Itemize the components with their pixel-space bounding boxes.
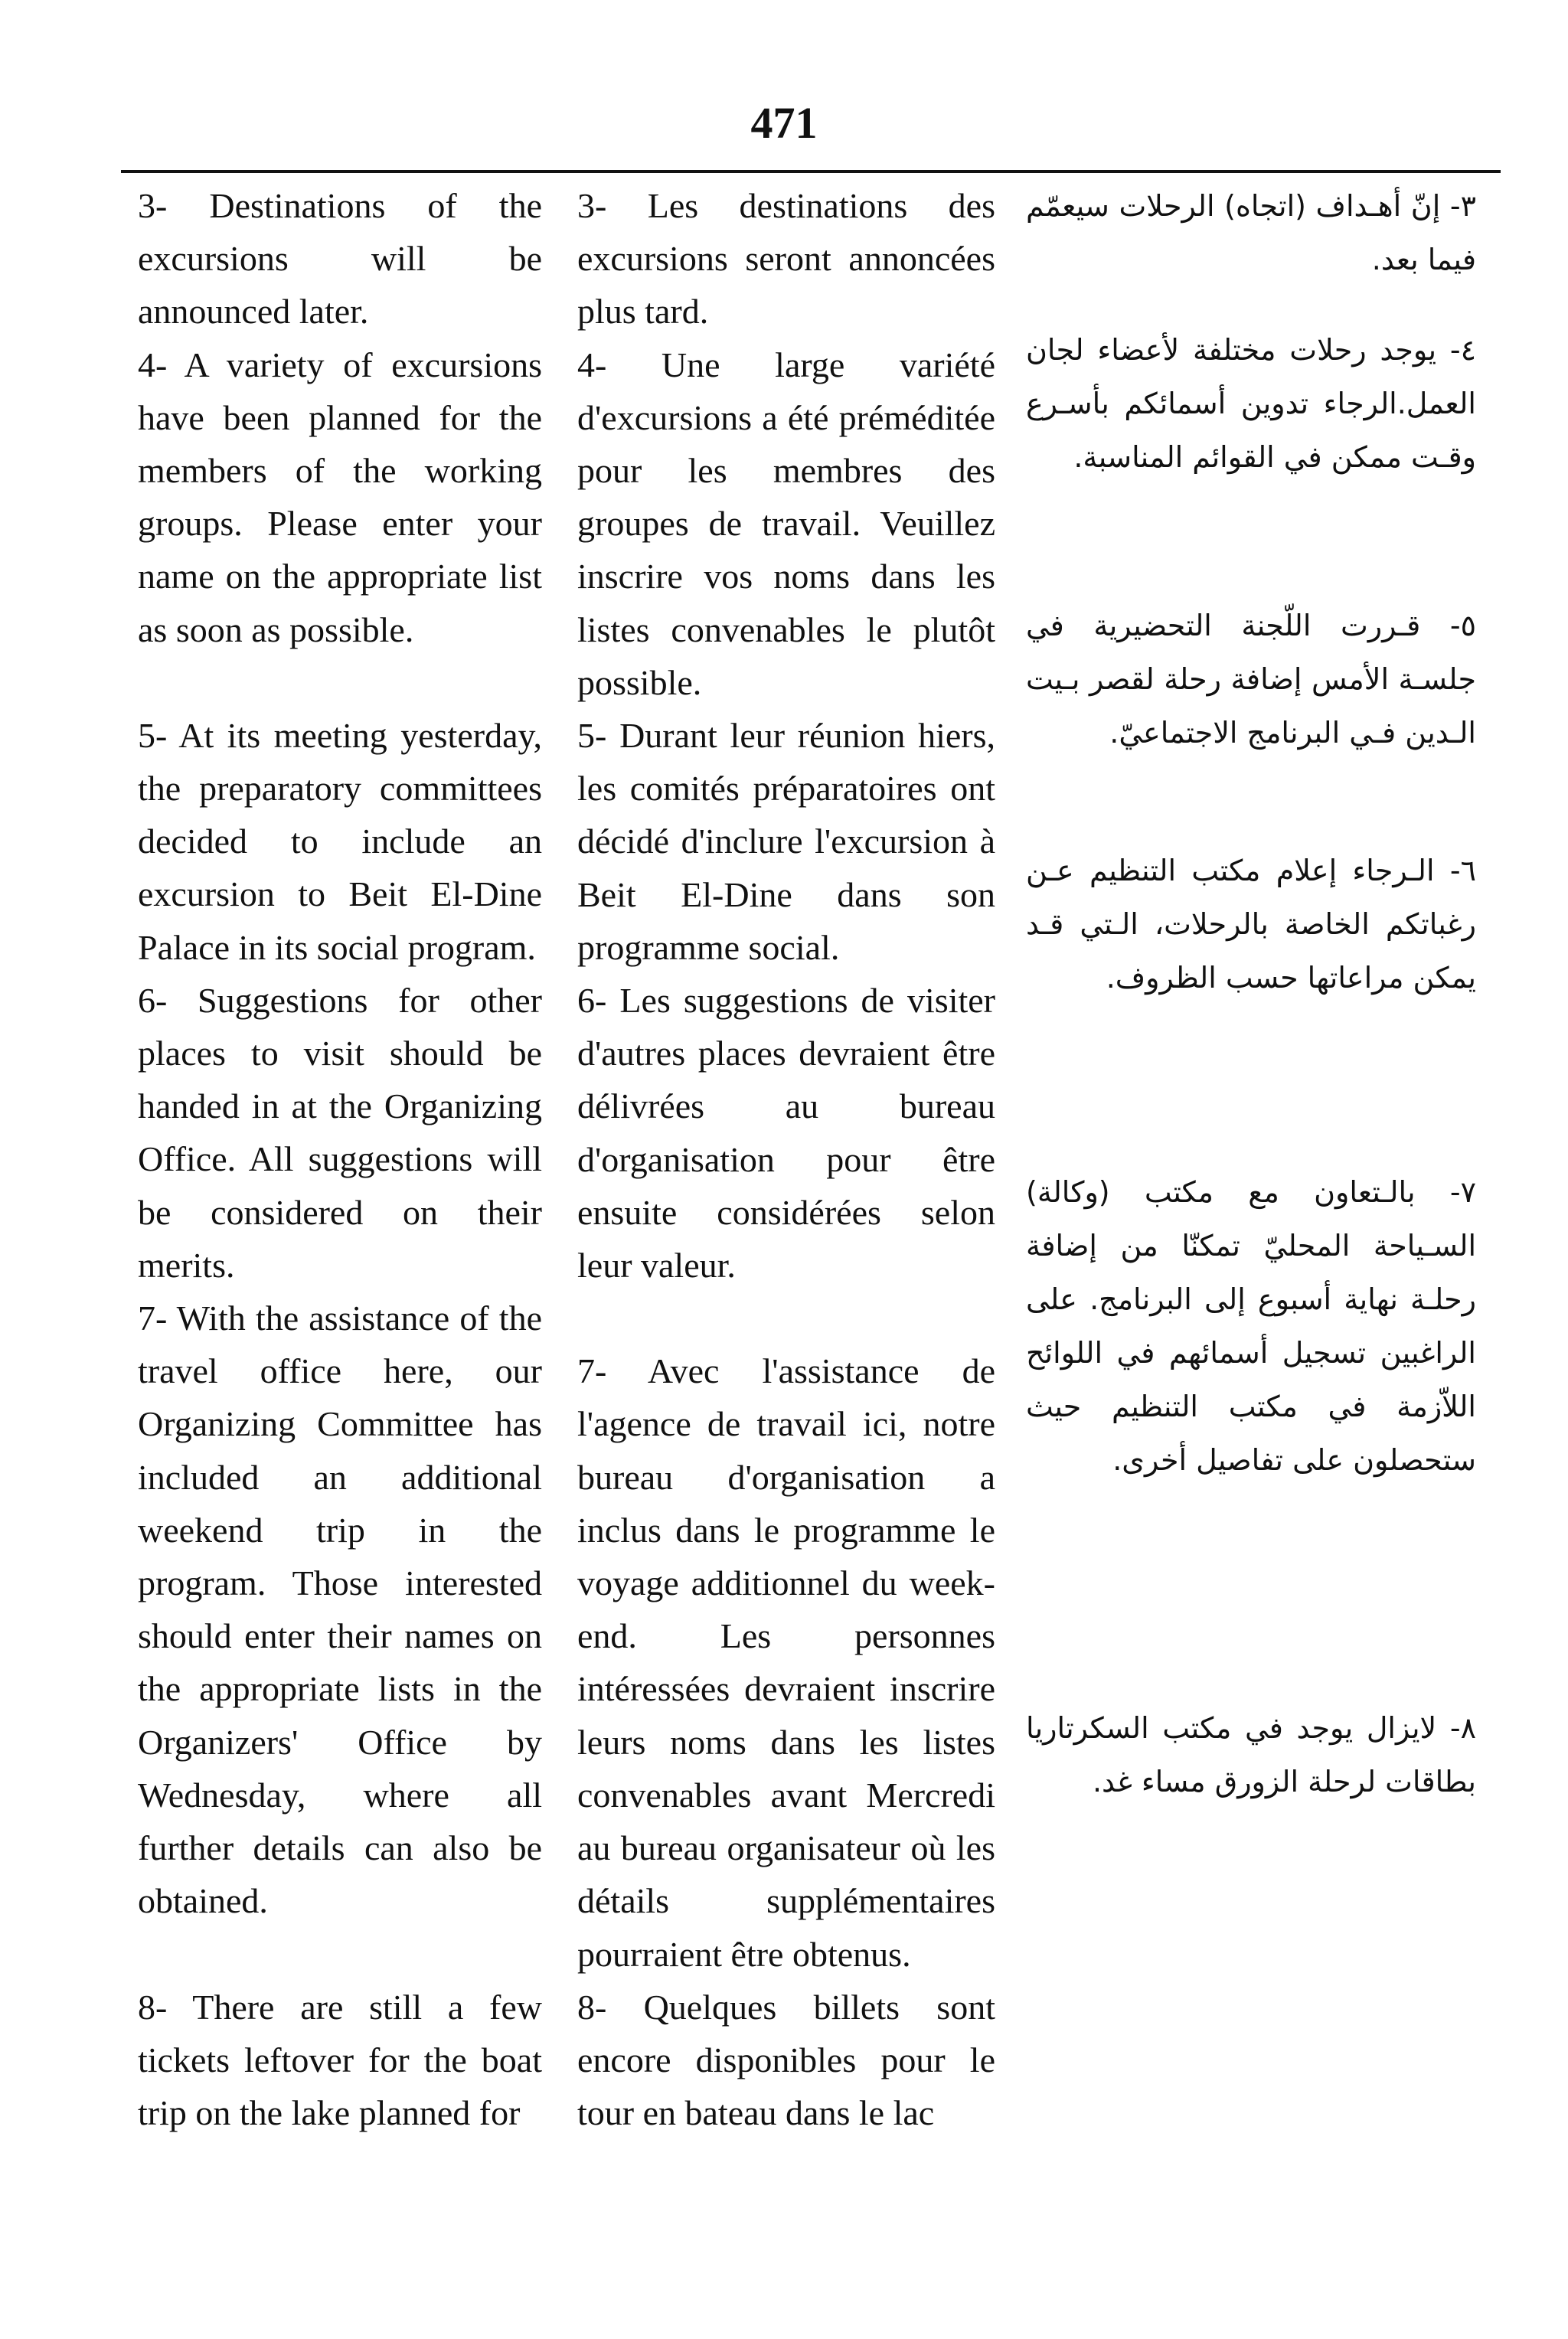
entry-5-english: 5- At its meeting yesterday, the preparatory committees decided to include an excursion to Beit El-Dine Palace in its social program. [138, 715, 542, 967]
french-column [577, 179, 995, 2139]
entry-8-french: 8- Quelques billets sont encore disponibles pour le tour en bateau dans le lac [577, 1987, 995, 2133]
entry-4-french: 4- Une large variété d'excursions a été préméditée pour les membres des groupes de travail. Veuillez inscrire vos noms dans les listes convenables le plutôt possible. [577, 345, 995, 702]
entry-8-arabic: ٨- لايزال يوجد في مكتب السكرتاريا بطاقات لرحلة الزورق مساء غد. [1026, 1711, 1476, 1798]
entry-3-french: 3- Les destinations des excursions seront annoncées plus tard. [577, 186, 995, 332]
page-number: 471 [750, 98, 818, 148]
entry-7-french: 7- Avec l'assistance de l'agence de travail ici, notre bureau d'organisation a inclus dans le programme le voyage additionnel du week-end. Les personnes intéressées devraient inscrire leurs noms dans les listes convenables avant Mercredi au bureau organisateur où les détails supplémentaires pourraient être obtenus. [577, 1351, 995, 1974]
english-column [138, 179, 542, 2139]
header-rule [121, 170, 1501, 173]
entry-6-arabic: ٦- الـرجاء إعلام مكتب التنظيم عـن رغباتكم الخاصة بالرحلات، الـتي قـد يمكن مراعاتها حسب الظروف. [1026, 854, 1476, 995]
entry-6-english: 6- Suggestions for other places to visit should be handed in at the Organizing Office. All suggestions will be considered on their merits. [138, 980, 542, 1285]
arabic-column [1026, 179, 1476, 1808]
entry-3-arabic: ٣- إنّ أهـداف (اتجاه) الرحلات سيعمّم فيما بعد. [1026, 189, 1476, 276]
entry-5-arabic: ٥- قـررت اللّجنة التحضيرية في جلسـة الأمس إضافة رحلة لقصر بـيت الـدين فـي البرنامج الاجتماعيّ. [1026, 609, 1476, 750]
entry-3-english: 3- Destinations of the excursions will be announced later. [138, 186, 542, 332]
entry-8-english: 8- There are still a few tickets leftover for the boat trip on the lake planned for [138, 1987, 542, 2132]
entry-7-arabic: ٧- بالـتعاون مع مكتب (وكالة) السـياحة المحليّ تمكنّا من إضافة رحلـة نهاية أسبوع إلى البرنامج. على الراغبين تسجيل أسمائهم في اللوائح اللاّزمة في مكتب التنظيم حيث ستحصلون على تفاصيل أخرى. [1026, 1175, 1476, 1477]
entry-4-english: 4- A variety of excursions have been planned for the members of the working groups. Please enter your name on the appropriate list as soon as possible. [138, 345, 542, 649]
entry-6-french: 6- Les suggestions de visiter d'autres places devraient être délivrées au bureau d'organisation pour être ensuite considérées selon leur valeur. [577, 981, 995, 1285]
entry-7-english: 7- With the assistance of the travel office here, our Organizing Committee has included an additional weekend trip in the program. Those interested should enter their names on the appropriate lists in the Organizers' Office by Wednesday, where all further details can also be obtained. [138, 1299, 542, 1921]
entry-5-french: 5- Durant leur réunion hiers, les comités préparatoires ont décidé d'inclure l'excursion à Beit El-Dine dans son programme social. [577, 716, 995, 967]
entry-4-arabic: ٤- يوجد رحلات مختلفة لأعضاء لجان العمل.الرجاء تدوين أسمائكم بأسـرع وقـت ممكن في القوائم المناسبة. [1026, 333, 1476, 474]
